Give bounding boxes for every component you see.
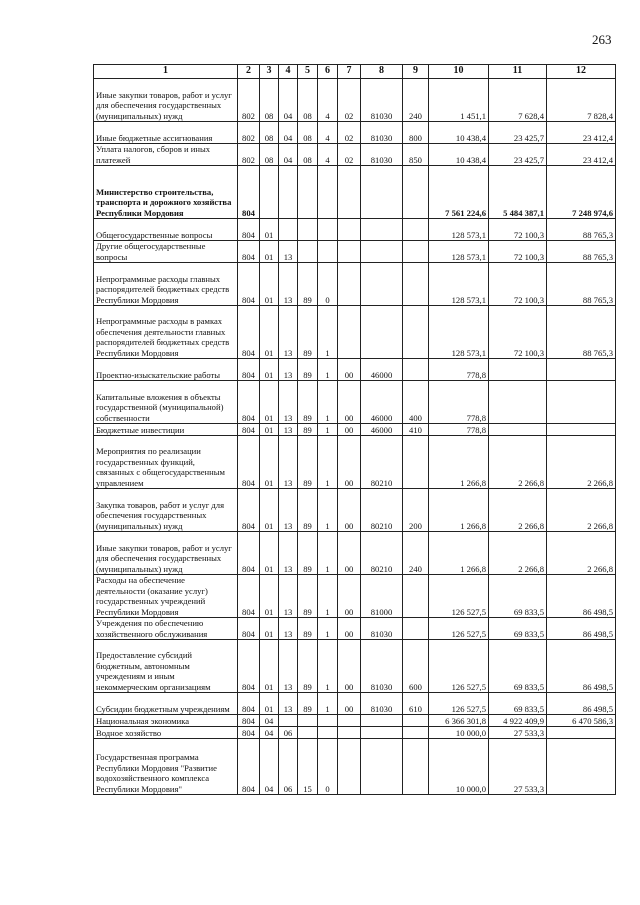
expense-type-code: [403, 359, 429, 381]
section-code: 804: [238, 532, 260, 575]
row-name: Иные бюджетные ассигнования: [94, 122, 238, 144]
direction-code: 02: [338, 144, 361, 166]
amount-year-1: 778,8: [429, 424, 489, 436]
subsection-code: 01: [260, 436, 279, 489]
program-code: 06: [279, 727, 298, 739]
subsection-code: 01: [260, 424, 279, 436]
section-code: 802: [238, 122, 260, 144]
table-row: [94, 640, 616, 693]
amount-year-1: 7 561 224,6: [429, 166, 489, 219]
amount-year-3: 88 765,3: [547, 263, 616, 306]
amount-year-3: 88 765,3: [547, 241, 616, 263]
header-cell: 9: [403, 65, 429, 79]
row-name: Другие общегосударственные вопросы: [94, 241, 238, 263]
amount-year-3: 88 765,3: [547, 219, 616, 241]
amount-year-2: 2 266,8: [489, 532, 547, 575]
program-code: 13: [279, 306, 298, 359]
row-name: Мероприятия по реализации государственных функций, связанных с общегосударственным управлением: [94, 436, 238, 489]
direction-code: 02: [338, 122, 361, 144]
amount-year-1: 128 573,1: [429, 241, 489, 263]
program-code: [279, 166, 298, 219]
target-code: 80210: [361, 436, 403, 489]
table-row: [94, 219, 616, 241]
amount-year-1: 10 000,0: [429, 739, 489, 795]
event-code: [318, 166, 338, 219]
amount-year-2: 23 425,7: [489, 144, 547, 166]
event-code: 1: [318, 306, 338, 359]
program-code: 13: [279, 489, 298, 532]
section-code: 804: [238, 739, 260, 795]
target-code: [361, 263, 403, 306]
subsection-code: 04: [260, 715, 279, 727]
direction-code: 00: [338, 359, 361, 381]
section-code: 804: [238, 359, 260, 381]
subsection-code: 01: [260, 640, 279, 693]
expense-type-code: [403, 618, 429, 640]
budget-table: [93, 64, 616, 795]
table-row: [94, 79, 616, 122]
target-code: [361, 715, 403, 727]
subsection-code: 01: [260, 241, 279, 263]
target-code: 81030: [361, 618, 403, 640]
amount-year-3: 2 266,8: [547, 532, 616, 575]
amount-year-1: 1 266,8: [429, 532, 489, 575]
event-code: 4: [318, 144, 338, 166]
amount-year-2: 72 100,3: [489, 306, 547, 359]
row-name: Проектно-изыскательские работы: [94, 359, 238, 381]
subprogram-code: [298, 219, 318, 241]
header-cell: 6: [318, 65, 338, 79]
amount-year-2: 69 833,5: [489, 575, 547, 618]
section-code: 802: [238, 144, 260, 166]
expense-type-code: [403, 306, 429, 359]
target-code: 46000: [361, 424, 403, 436]
section-code: 804: [238, 381, 260, 424]
direction-code: [338, 263, 361, 306]
subsection-code: 08: [260, 79, 279, 122]
row-name: Непрограммные расходы главных распорядителей бюджетных средств Республики Мордовия: [94, 263, 238, 306]
direction-code: 00: [338, 532, 361, 575]
target-code: 46000: [361, 381, 403, 424]
row-name: Субсидии бюджетным учреждениям: [94, 693, 238, 715]
expense-type-code: [403, 241, 429, 263]
section-code: 802: [238, 79, 260, 122]
subsection-code: 01: [260, 532, 279, 575]
row-name: Иные закупки товаров, работ и услуг для обеспечения государственных (муниципальных) нужд: [94, 79, 238, 122]
subprogram-code: 89: [298, 381, 318, 424]
amount-year-3: 23 412,4: [547, 122, 616, 144]
program-code: [279, 715, 298, 727]
header-cell: 7: [338, 65, 361, 79]
subsection-code: 01: [260, 359, 279, 381]
amount-year-2: 69 833,5: [489, 693, 547, 715]
subsection-code: 01: [260, 263, 279, 306]
program-code: 04: [279, 79, 298, 122]
subprogram-code: 89: [298, 359, 318, 381]
section-code: 804: [238, 489, 260, 532]
target-code: 81030: [361, 79, 403, 122]
amount-year-3: 2 266,8: [547, 489, 616, 532]
subprogram-code: 89: [298, 263, 318, 306]
direction-code: 00: [338, 693, 361, 715]
row-name: Учреждения по обеспечению хозяйственного обслуживания: [94, 618, 238, 640]
target-code: 81030: [361, 640, 403, 693]
section-code: 804: [238, 219, 260, 241]
event-code: [318, 727, 338, 739]
direction-code: [338, 727, 361, 739]
section-code: 804: [238, 263, 260, 306]
event-code: 1: [318, 489, 338, 532]
program-code: 13: [279, 532, 298, 575]
table-row: [94, 693, 616, 715]
expense-type-code: 800: [403, 122, 429, 144]
event-code: 4: [318, 122, 338, 144]
subsection-code: 01: [260, 489, 279, 532]
program-code: 13: [279, 241, 298, 263]
expense-type-code: 200: [403, 489, 429, 532]
row-name: Общегосударственные вопросы: [94, 219, 238, 241]
table-row: [94, 122, 616, 144]
amount-year-1: 126 527,5: [429, 640, 489, 693]
amount-year-3: 86 498,5: [547, 618, 616, 640]
section-code: 804: [238, 618, 260, 640]
amount-year-3: [547, 739, 616, 795]
program-code: 13: [279, 424, 298, 436]
direction-code: 00: [338, 618, 361, 640]
amount-year-1: 128 573,1: [429, 263, 489, 306]
target-code: [361, 241, 403, 263]
target-code: 46000: [361, 359, 403, 381]
page-number: 263: [592, 32, 612, 47]
amount-year-1: 126 527,5: [429, 575, 489, 618]
target-code: [361, 306, 403, 359]
header-cell: 12: [547, 65, 616, 79]
subprogram-code: 89: [298, 424, 318, 436]
amount-year-2: 27 533,3: [489, 739, 547, 795]
event-code: [318, 715, 338, 727]
subprogram-code: 08: [298, 122, 318, 144]
table-row: [94, 381, 616, 424]
table-row: [94, 739, 616, 795]
amount-year-2: 2 266,8: [489, 489, 547, 532]
amount-year-3: [547, 381, 616, 424]
event-code: 1: [318, 359, 338, 381]
amount-year-3: 23 412,4: [547, 144, 616, 166]
subprogram-code: [298, 241, 318, 263]
direction-code: [338, 241, 361, 263]
amount-year-2: 69 833,5: [489, 618, 547, 640]
amount-year-2: 2 266,8: [489, 436, 547, 489]
amount-year-2: [489, 359, 547, 381]
amount-year-2: 72 100,3: [489, 263, 547, 306]
expense-type-code: [403, 166, 429, 219]
amount-year-2: 72 100,3: [489, 241, 547, 263]
direction-code: [338, 306, 361, 359]
table-row: [94, 436, 616, 489]
program-code: 04: [279, 144, 298, 166]
expense-type-code: [403, 219, 429, 241]
table-row: [94, 489, 616, 532]
subprogram-code: [298, 715, 318, 727]
subsection-code: [260, 166, 279, 219]
direction-code: 00: [338, 381, 361, 424]
amount-year-1: 1 266,8: [429, 489, 489, 532]
amount-year-3: 6 470 586,3: [547, 715, 616, 727]
amount-year-3: 88 765,3: [547, 306, 616, 359]
target-code: [361, 166, 403, 219]
row-name: Расходы на обеспечение деятельности (оказание услуг) государственных учреждений Республики Мордовия: [94, 575, 238, 618]
section-code: 804: [238, 575, 260, 618]
direction-code: [338, 739, 361, 795]
amount-year-1: 6 366 301,8: [429, 715, 489, 727]
header-cell: 2: [238, 65, 260, 79]
target-code: 81030: [361, 693, 403, 715]
header-cell: 4: [279, 65, 298, 79]
direction-code: [338, 715, 361, 727]
program-code: [279, 219, 298, 241]
amount-year-2: 27 533,3: [489, 727, 547, 739]
subsection-code: 08: [260, 122, 279, 144]
header-cell: 10: [429, 65, 489, 79]
table-row: [94, 359, 616, 381]
table-row: [94, 715, 616, 727]
header-cell: 3: [260, 65, 279, 79]
amount-year-1: 128 573,1: [429, 306, 489, 359]
row-name: Непрограммные расходы в рамках обеспечения деятельности главных распорядителей бюджетных средств Республики Мордовия: [94, 306, 238, 359]
row-name: Бюджетные инвестиции: [94, 424, 238, 436]
event-code: 1: [318, 618, 338, 640]
program-code: 13: [279, 263, 298, 306]
expense-type-code: 610: [403, 693, 429, 715]
event-code: 4: [318, 79, 338, 122]
direction-code: 00: [338, 575, 361, 618]
amount-year-3: [547, 727, 616, 739]
subsection-code: 01: [260, 575, 279, 618]
event-code: 0: [318, 739, 338, 795]
section-code: 804: [238, 424, 260, 436]
row-name: Закупка товаров, работ и услуг для обеспечения государственных (муниципальных) нужд: [94, 489, 238, 532]
header-cell: 1: [94, 65, 238, 79]
amount-year-3: [547, 359, 616, 381]
subprogram-code: 08: [298, 79, 318, 122]
expense-type-code: 850: [403, 144, 429, 166]
row-name: Государственная программа Республики Мордовия "Развитие водохозяйственного комплекса Республики Мордовия": [94, 739, 238, 795]
event-code: 1: [318, 381, 338, 424]
subprogram-code: [298, 727, 318, 739]
table-header-row: [94, 65, 616, 79]
section-code: 804: [238, 306, 260, 359]
amount-year-1: 128 573,1: [429, 219, 489, 241]
expense-type-code: [403, 263, 429, 306]
subsection-code: 04: [260, 739, 279, 795]
subprogram-code: 89: [298, 436, 318, 489]
program-code: 13: [279, 381, 298, 424]
header-cell: 8: [361, 65, 403, 79]
amount-year-1: 10 000,0: [429, 727, 489, 739]
expense-type-code: [403, 575, 429, 618]
subprogram-code: 89: [298, 693, 318, 715]
section-code: 804: [238, 241, 260, 263]
expense-type-code: 410: [403, 424, 429, 436]
subprogram-code: 89: [298, 489, 318, 532]
event-code: 0: [318, 263, 338, 306]
expense-type-code: [403, 739, 429, 795]
amount-year-2: 7 628,4: [489, 79, 547, 122]
direction-code: 00: [338, 640, 361, 693]
target-code: [361, 219, 403, 241]
section-code: 804: [238, 727, 260, 739]
subsection-code: 01: [260, 693, 279, 715]
amount-year-3: 86 498,5: [547, 640, 616, 693]
program-code: 04: [279, 122, 298, 144]
program-code: 13: [279, 618, 298, 640]
amount-year-2: 23 425,7: [489, 122, 547, 144]
section-code: 804: [238, 693, 260, 715]
direction-code: [338, 219, 361, 241]
program-code: 13: [279, 359, 298, 381]
event-code: 1: [318, 693, 338, 715]
row-name: Капитальные вложения в объекты государственной (муниципальной) собственности: [94, 381, 238, 424]
target-code: 81030: [361, 144, 403, 166]
header-cell: 11: [489, 65, 547, 79]
program-code: 06: [279, 739, 298, 795]
amount-year-2: 5 484 387,1: [489, 166, 547, 219]
target-code: [361, 739, 403, 795]
subsection-code: 01: [260, 306, 279, 359]
row-name: Министерство строительства, транспорта и дорожного хозяйства Республики Мордовия: [94, 166, 238, 219]
subprogram-code: 89: [298, 640, 318, 693]
expense-type-code: 240: [403, 532, 429, 575]
event-code: [318, 219, 338, 241]
direction-code: [338, 166, 361, 219]
amount-year-2: 69 833,5: [489, 640, 547, 693]
row-name: Уплата налогов, сборов и иных платежей: [94, 144, 238, 166]
amount-year-1: 10 438,4: [429, 144, 489, 166]
section-code: 804: [238, 436, 260, 489]
target-code: 81000: [361, 575, 403, 618]
table-row: [94, 166, 616, 219]
amount-year-1: 778,8: [429, 359, 489, 381]
event-code: 1: [318, 532, 338, 575]
table-row: [94, 306, 616, 359]
direction-code: 02: [338, 79, 361, 122]
amount-year-2: [489, 424, 547, 436]
direction-code: 00: [338, 424, 361, 436]
amount-year-1: 1 451,1: [429, 79, 489, 122]
target-code: 80210: [361, 489, 403, 532]
amount-year-3: [547, 424, 616, 436]
amount-year-3: 7 248 974,6: [547, 166, 616, 219]
amount-year-2: 4 922 409,9: [489, 715, 547, 727]
row-name: Национальная экономика: [94, 715, 238, 727]
amount-year-3: 86 498,5: [547, 575, 616, 618]
table-row: [94, 575, 616, 618]
subsection-code: 08: [260, 144, 279, 166]
expense-type-code: 240: [403, 79, 429, 122]
subprogram-code: 89: [298, 306, 318, 359]
amount-year-1: 126 527,5: [429, 693, 489, 715]
amount-year-1: 778,8: [429, 381, 489, 424]
program-code: 13: [279, 693, 298, 715]
row-name: Иные закупки товаров, работ и услуг для обеспечения государственных (муниципальных) нужд: [94, 532, 238, 575]
table-row: [94, 144, 616, 166]
section-code: 804: [238, 166, 260, 219]
expense-type-code: 400: [403, 381, 429, 424]
section-code: 804: [238, 640, 260, 693]
subsection-code: 01: [260, 219, 279, 241]
expense-type-code: [403, 727, 429, 739]
row-name: Водное хозяйство: [94, 727, 238, 739]
subprogram-code: 15: [298, 739, 318, 795]
direction-code: 00: [338, 436, 361, 489]
subprogram-code: 08: [298, 144, 318, 166]
amount-year-2: [489, 381, 547, 424]
subprogram-code: [298, 166, 318, 219]
amount-year-3: 2 266,8: [547, 436, 616, 489]
amount-year-2: 72 100,3: [489, 219, 547, 241]
expense-type-code: [403, 715, 429, 727]
subsection-code: 01: [260, 618, 279, 640]
amount-year-3: 7 828,4: [547, 79, 616, 122]
subsection-code: 01: [260, 381, 279, 424]
subprogram-code: 89: [298, 575, 318, 618]
program-code: 13: [279, 436, 298, 489]
program-code: 13: [279, 640, 298, 693]
section-code: 804: [238, 715, 260, 727]
amount-year-1: 1 266,8: [429, 436, 489, 489]
event-code: 1: [318, 575, 338, 618]
target-code: 81030: [361, 122, 403, 144]
amount-year-1: 10 438,4: [429, 122, 489, 144]
event-code: 1: [318, 424, 338, 436]
event-code: 1: [318, 640, 338, 693]
target-code: [361, 727, 403, 739]
subprogram-code: 89: [298, 532, 318, 575]
table-row: [94, 263, 616, 306]
expense-type-code: [403, 436, 429, 489]
row-name: Предоставление субсидий бюджетным, автономным учреждениям и иным некоммерческим организациям: [94, 640, 238, 693]
table-row: [94, 618, 616, 640]
amount-year-1: 126 527,5: [429, 618, 489, 640]
subprogram-code: 89: [298, 618, 318, 640]
table-row: [94, 241, 616, 263]
subsection-code: 04: [260, 727, 279, 739]
target-code: 80210: [361, 532, 403, 575]
header-cell: 5: [298, 65, 318, 79]
direction-code: 00: [338, 489, 361, 532]
table-row: [94, 532, 616, 575]
event-code: [318, 241, 338, 263]
expense-type-code: 600: [403, 640, 429, 693]
amount-year-3: 86 498,5: [547, 693, 616, 715]
event-code: 1: [318, 436, 338, 489]
program-code: 13: [279, 575, 298, 618]
table-row: [94, 727, 616, 739]
table-row: [94, 424, 616, 436]
